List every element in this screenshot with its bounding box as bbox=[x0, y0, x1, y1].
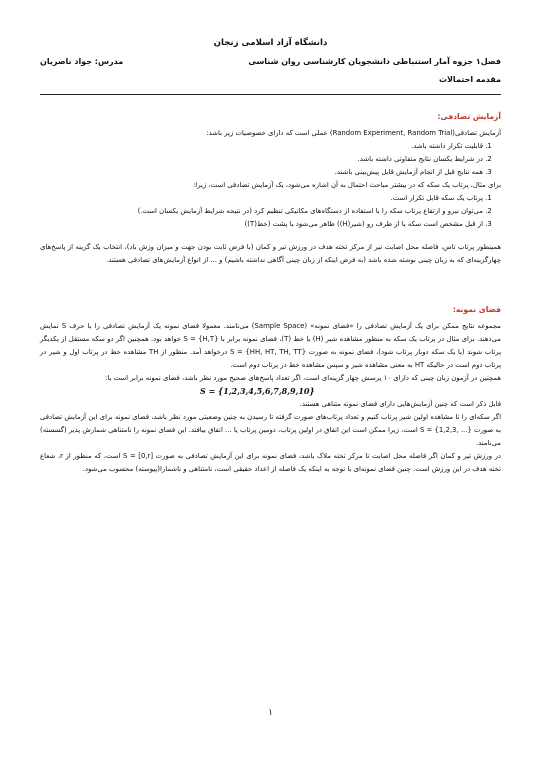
topic-title: مقدمه احتمالات bbox=[438, 75, 501, 84]
list-item: 2. می‌توان نیرو و ارتفاع پرتاب سکه را با استفاده از دستگاه‌های مکانیکی تنظیم کرد (در نتیجه شرایط آزمایش یکسان است.) bbox=[40, 205, 483, 218]
list-item: 1. پرتاب یک سکه قابل تکرار است. bbox=[40, 192, 483, 205]
section1-intro: آزمایش تصادفی(Random Experiment, Random Trial) عملی است که دارای خصوصیات زیر باشد: bbox=[206, 129, 501, 137]
list-item: 3. از قبل مشخص است سکه یا از طرف رو (شیر(H)) ظاهر می‌شود یا پشت (خط(T)) bbox=[40, 218, 483, 231]
page-number: ۱ bbox=[268, 708, 273, 718]
list-item: 2. در شرایط یکسان نتایج متفاوتی داشته باشد. bbox=[40, 153, 483, 166]
header-row-2 bbox=[40, 75, 501, 84]
list-item: 1. قابلیت تکرار داشته باشد. bbox=[40, 140, 483, 153]
example-intro: برای مثال، پرتاب یک سکه که در بیشتر مباحث احتمال به آن اشاره می‌شود، یک آزمایش تصادفی است، زیرا: bbox=[192, 181, 501, 189]
section-title-random-experiment: آزمایش تصادفی: bbox=[437, 112, 501, 121]
header-row-1 bbox=[40, 57, 501, 66]
section2-paragraph: در ورزش تیر و کمان اگر فاصله محل اصابت تا مرکز تخته ملاک باشد، فضای نمونه برای این آزمایش تصادفی به صورت S = [0,r] است، که منظور از r، شعاع تخته هدف در این ورزش است. چنین فضای نمونه‌ای با توجه به اینکه یک فاصله از اعداد حقیقی است، نامتناهی و ناشمارا(پیوسته) محسوب می‌شود. bbox=[40, 452, 501, 473]
document-body bbox=[40, 110, 501, 476]
instructor-name: مدرس: جواد ناصریان bbox=[40, 57, 124, 66]
section2-paragraph: اگر سکه‌ای را تا مشاهده اولین شیر پرتاب کنیم و تعداد پرتاب‌های صورت گرفته تا رسیدن به چنین وضعیتی مورد نظر باشد، فضای نمونه برای این آزمایش تصادفی به صورت S = {1,2,3, ...} است، زیرا ممکن است این اتفاق در اولین پرتاب، دومین پرتاب یا ... اتفاق بیافتد. این فضای نمونه را نامتناهی شمارش پذیر (گسسته) می‌نامند. bbox=[40, 413, 502, 447]
list-item: 3. همه نتایج قبل از انجام آزمایش قابل پیش‌بینی باشند. bbox=[40, 166, 483, 179]
section1-closing: همینطور پرتاب تاس، فاصله محل اصابت تیر از مرکز تخته هدف در ورزش تیر و کمان (با فرض ثابت بودن جهت و میزان وزش باد)، انتخاب یک گزینه از پاسخ‌های چهارگزینه‌ای که به زبان چینی نوشته شده باشد (به فرض اینکه از زبان چینی آگاهی نداشته باشیم) و ... از انواع آزمایش‌های تصادفی هستند. bbox=[40, 243, 501, 264]
header-divider bbox=[40, 94, 501, 95]
section2-paragraph: مجموعه نتایج ممکن برای یک آزمایش تصادفی را «فضای نمونه» (Sample Space) می‌نامند. معمولا فضای نمونه یک آزمایش تصادفی را با حرف S نمایش می‌دهند. برای مثال در پرتاب یک سکه به منظور مشاهده شیر (H) یا خط (T)، فضای نمونه برابر با S = {H,T} خواهد بود. همچنین اگر دو سکه مستقل از یکدیگر پرتاب شوند (یا یک سکه دوبار پرتاب شود)، فضای نمونه به صورت S = {HH, HT, TH, TT} درخواهد آمد. منظور از TH مشاهده خط در پرتاب اول و شیر در پرتاب دوم است در حالیکه HT به معنی مشاهده شیر و سپس مشاهده خط در پرتاب دوم است. bbox=[40, 322, 501, 369]
chapter-title: فصل۱ جزوه آمار استنباطی دانشجویان کارشناسی روان شناسی bbox=[248, 57, 501, 66]
properties-list bbox=[40, 140, 501, 179]
sample-space-equation: S = {1,2,3,4,5,6,7,8,9,10} bbox=[200, 386, 315, 396]
section2-paragraph: قابل ذکر است که چنین آزمایش‌هایی دارای فضای نمونه متناهی هستند. bbox=[299, 400, 501, 408]
section-title-sample-space: فضای نمونه: bbox=[452, 305, 501, 314]
example-list bbox=[40, 192, 501, 231]
section2-paragraph: همچنین در آزمون زبان چینی که دارای ۱۰ پرسش چهار گزینه‌ای است، اگر تعداد پاسخ‌های صحیح مورد نظر باشد، فضای نمونه برابر است با: bbox=[105, 374, 501, 382]
university-name: دانشگاه آزاد اسلامی زنجان bbox=[213, 38, 328, 48]
